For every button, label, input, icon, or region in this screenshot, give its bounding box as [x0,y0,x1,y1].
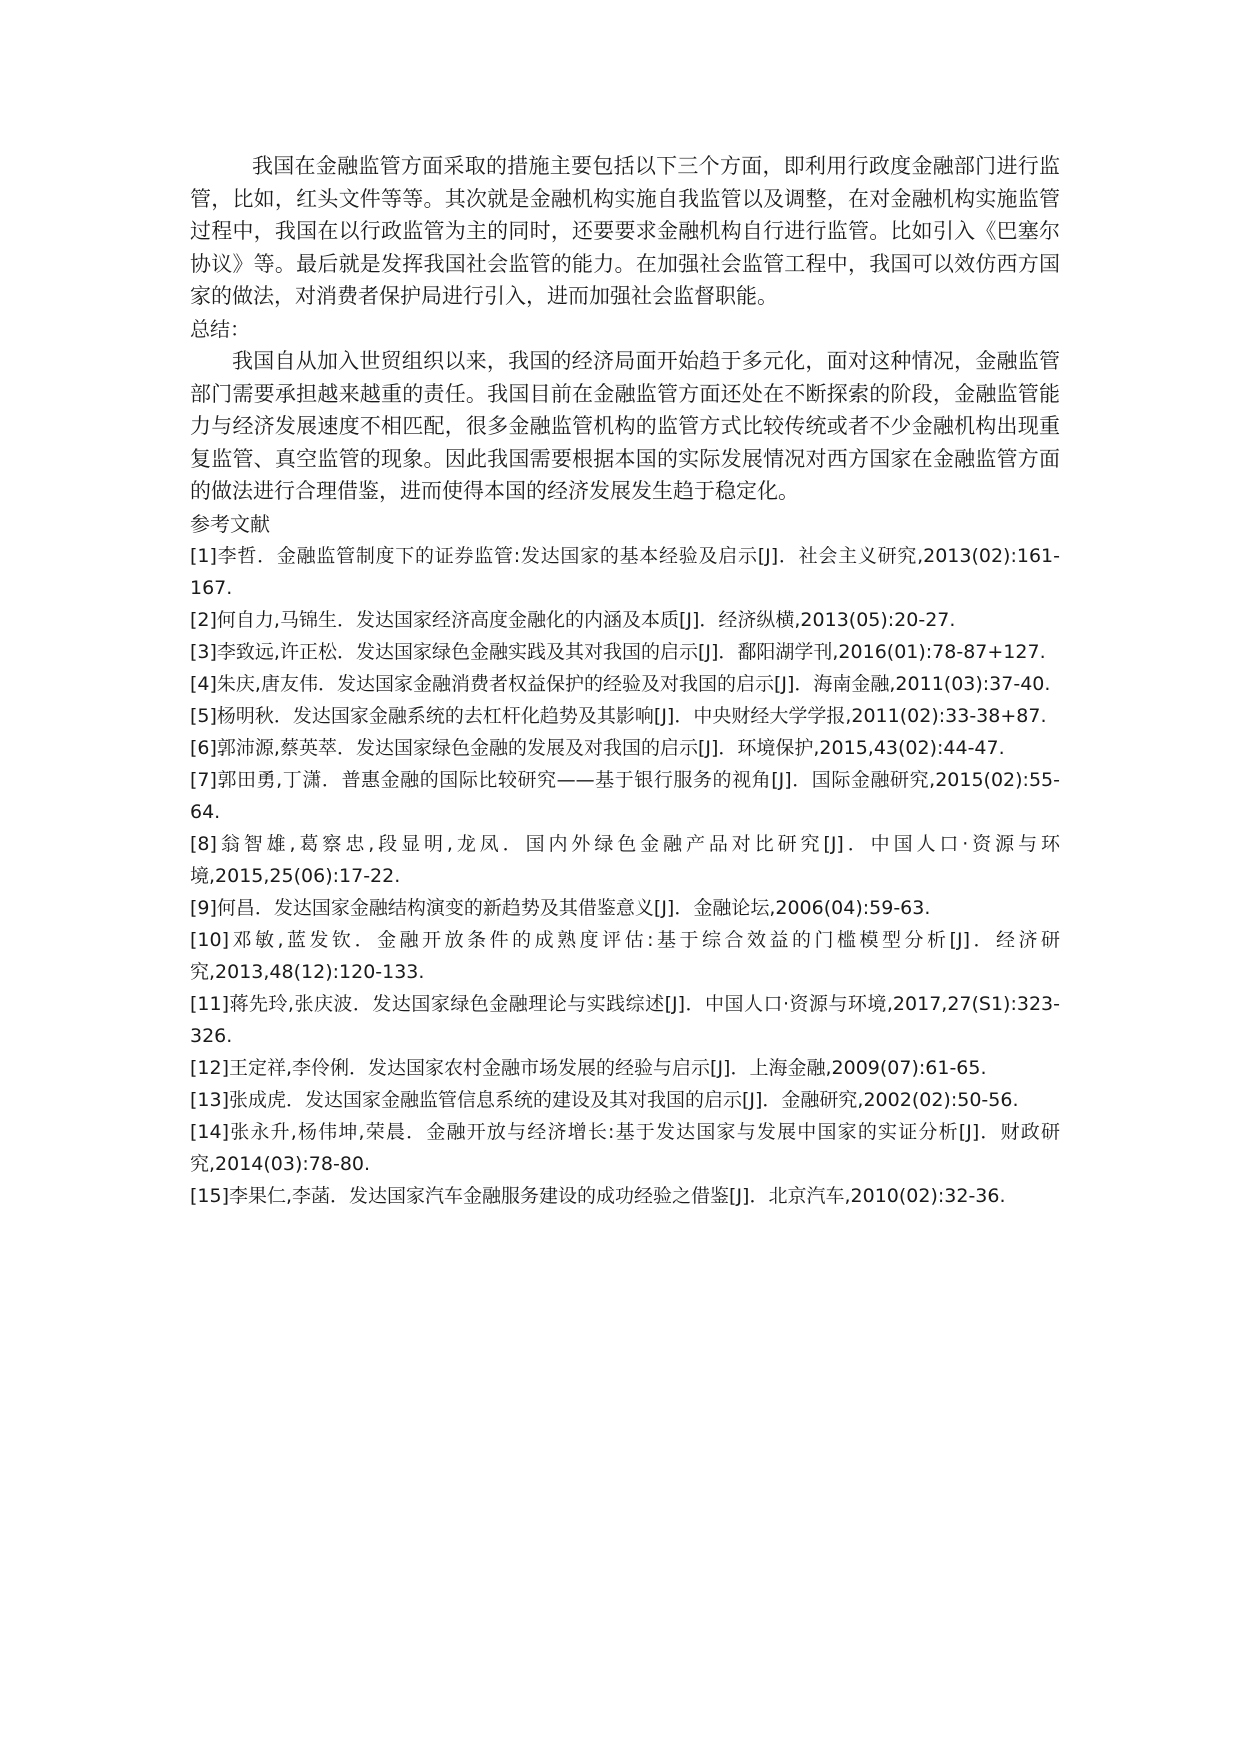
summary-heading: 总结： [190,316,250,341]
document-page [190,150,1060,1212]
reference-item: [5]杨明秋．发达国家金融系统的去杠杆化趋势及其影响[J]．中央财经大学学报,2011(02):33-38+87. [190,705,1047,727]
references-heading: 参考文献 [190,511,270,536]
reference-item: [7]郭田勇,丁潇．普惠金融的国际比较研究——基于银行服务的视角[J]．国际金融研究,2015(02):55-64. [190,769,1060,823]
reference-item: [2]何自力,马锦生．发达国家经济高度金融化的内涵及本质[J]．经济纵横,2013(05):20-27. [190,609,956,631]
reference-item: [1]李哲．金融监管制度下的证券监管:发达国家的基本经验及启示[J]．社会主义研究,2013(02):161-167. [190,545,1060,599]
reference-item: [3]李致远,许正松．发达国家绿色金融实践及其对我国的启示[J]．鄱阳湖学刊,2016(01):78-87+127. [190,641,1046,663]
reference-item: [11]蒋先玲,张庆波．发达国家绿色金融理论与实践综述[J]．中国人口·资源与环境,2017,27(S1):323-326. [190,993,1060,1047]
reference-item: [10]邓敏,蓝发钦．金融开放条件的成熟度评估:基于综合效益的门槛模型分析[J]．经济研究,2013,48(12):120-133. [190,929,1060,983]
body-paragraph: 我国在金融监管方面采取的措施主要包括以下三个方面，即利用行政度金融部门进行监管，比如，红头文件等等。其次就是金融机构实施自我监管以及调整，在对金融机构实施监管过程中，我国在以行政监管为主的同时，还要要求金融机构自行进行监管。比如引入《巴塞尔协议》等。最后就是发挥我国社会监管的能力。在加强社会监管工程中，我国可以效仿西方国家的做法，对消费者保护局进行引入，进而加强社会监督职能。 [190,154,1060,308]
reference-item: [4]朱庆,唐友伟．发达国家金融消费者权益保护的经验及对我国的启示[J]．海南金融,2011(03):37-40. [190,673,1051,695]
reference-item: [15]李果仁,李菡．发达国家汽车金融服务建设的成功经验之借鉴[J]．北京汽车,2010(02):32-36. [190,1185,1006,1207]
reference-item: [8]翁智雄,葛察忠,段显明,龙凤．国内外绿色金融产品对比研究[J]．中国人口·资源与环境,2015,25(06):17-22. [190,833,1060,887]
reference-item: [14]张永升,杨伟坤,荣晨．金融开放与经济增长:基于发达国家与发展中国家的实证分析[J]．财政研究,2014(03):78-80. [190,1121,1060,1175]
reference-item: [13]张成虎．发达国家金融监管信息系统的建设及其对我国的启示[J]．金融研究,2002(02):50-56. [190,1089,1019,1111]
reference-item: [6]郭沛源,蔡英萃．发达国家绿色金融的发展及对我国的启示[J]．环境保护,2015,43(02):44-47. [190,737,1005,759]
reference-item: [12]王定祥,李伶俐．发达国家农村金融市场发展的经验与启示[J]．上海金融,2009(07):61-65. [190,1057,987,1079]
summary-paragraph: 我国自从加入世贸组织以来，我国的经济局面开始趋于多元化，面对这种情况，金融监管部门需要承担越来越重的责任。我国目前在金融监管方面还处在不断探索的阶段，金融监管能力与经济发展速度不相匹配，很多金融监管机构的监管方式比较传统或者不少金融机构出现重复监管、真空监管的现象。因此我国需要根据本国的实际发展情况对西方国家在金融监管方面的做法进行合理借鉴，进而使得本国的经济发展发生趋于稳定化。 [190,349,1060,503]
reference-list [190,540,1060,1212]
reference-item: [9]何昌．发达国家金融结构演变的新趋势及其借鉴意义[J]．金融论坛,2006(04):59-63. [190,897,931,919]
